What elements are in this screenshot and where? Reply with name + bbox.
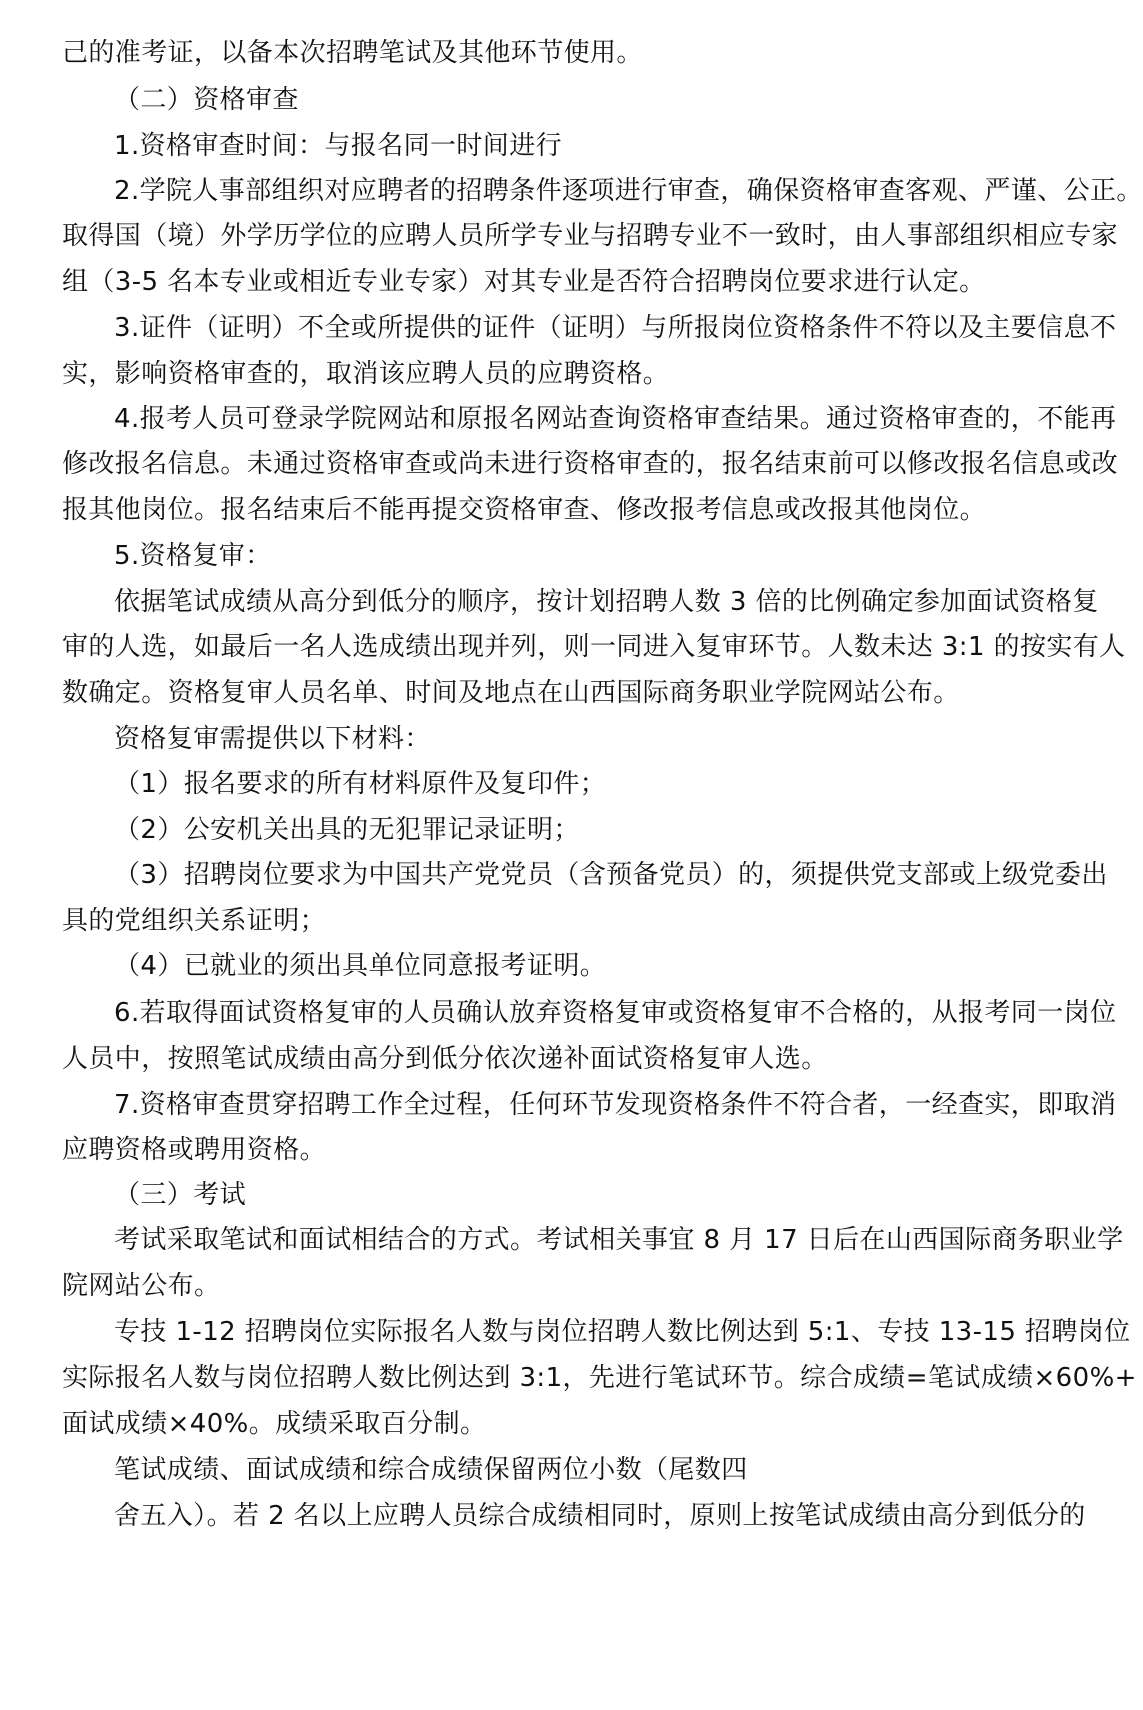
text-line: 舍五入）。若 2 名以上应聘人员综合成绩相同时，原则上按笔试成绩由高分到低分的	[114, 1501, 1086, 1531]
text-line: 报其他岗位。报名结束后不能再提交资格审查、修改报考信息或改报其他岗位。	[62, 495, 987, 525]
text-line: 考试采取笔试和面试相结合的方式。考试相关事宜 8 月 17 日后在山西国际商务职业学	[114, 1225, 1124, 1255]
text-line: 人员中，按照笔试成绩由高分到低分依次递补面试资格复审人选。	[62, 1044, 828, 1074]
text-line: 4.报考人员可登录学院网站和原报名网站查询资格审查结果。通过资格审查的，不能再	[114, 404, 1117, 434]
list-item: （3）招聘岗位要求为中国共产党党员（含预备党员）的，须提供党支部或上级党委出	[114, 860, 1108, 890]
text-line: 5.资格复审：	[114, 541, 272, 571]
text-line: 数确定。资格复审人员名单、时间及地点在山西国际商务职业学院网站公布。	[62, 678, 960, 708]
text-line: 6.若取得面试资格复审的人员确认放弃资格复审或资格复审不合格的，从报考同一岗位	[114, 998, 1117, 1028]
list-item: （4）已就业的须出具单位同意报考证明。	[114, 951, 607, 981]
text-line: 1.资格审查时间：与报名同一时间进行	[114, 131, 563, 161]
text-line: 3.证件（证明）不全或所提供的证件（证明）与所报岗位资格条件不符以及主要信息不	[114, 313, 1117, 343]
section-heading: （二）资格审查	[114, 85, 299, 115]
text-line: 取得国（境）外学历学位的应聘人员所学专业与招聘专业不一致时，由人事部组织相应专家	[62, 221, 1119, 251]
text-line: 专技 1-12 招聘岗位实际报名人数与岗位招聘人数比例达到 5:1、专技 13-15 招聘岗位	[114, 1317, 1131, 1347]
text-line: 组（3-5 名本专业或相近专业专家）对其专业是否符合招聘岗位要求进行认定。	[62, 267, 986, 297]
text-line: 应聘资格或聘用资格。	[62, 1135, 327, 1165]
text-line: 审的人选，如最后一名人选成绩出现并列，则一同进入复审环节。人数未达 3:1 的按实有人	[62, 632, 1126, 662]
text-line: 资格复审需提供以下材料：	[114, 724, 431, 754]
list-item: （1）报名要求的所有材料原件及复印件；	[114, 769, 607, 799]
text-line: 7.资格审查贯穿招聘工作全过程，任何环节发现资格条件不符合者，一经查实，即取消	[114, 1090, 1117, 1120]
text-line: 依据笔试成绩从高分到低分的顺序，按计划招聘人数 3 倍的比例确定参加面试资格复	[114, 587, 1099, 617]
text-line: 2.学院人事部组织对应聘者的招聘条件逐项进行审查，确保资格审查客观、严谨、公正。	[114, 176, 1143, 206]
text-line: 具的党组织关系证明；	[62, 906, 327, 936]
text-line: 修改报名信息。未通过资格审查或尚未进行资格审查的，报名结束前可以修改报名信息或改	[62, 449, 1119, 479]
text-line: 院网站公布。	[62, 1271, 221, 1301]
section-heading: （三）考试	[114, 1180, 247, 1210]
list-item: （2）公安机关出具的无犯罪记录证明；	[114, 815, 580, 845]
text-line: 面试成绩×40%。成绩采取百分制。	[62, 1409, 487, 1439]
text-line: 己的准考证，以备本次招聘笔试及其他环节使用。	[62, 38, 643, 68]
text-line: 笔试成绩、面试成绩和综合成绩保留两位小数（尾数四	[114, 1455, 748, 1485]
text-line: 实，影响资格审查的，取消该应聘人员的应聘资格。	[62, 359, 670, 389]
text-line: 实际报名人数与岗位招聘人数比例达到 3:1，先进行笔试环节。综合成绩=笔试成绩×60%+	[62, 1363, 1137, 1393]
